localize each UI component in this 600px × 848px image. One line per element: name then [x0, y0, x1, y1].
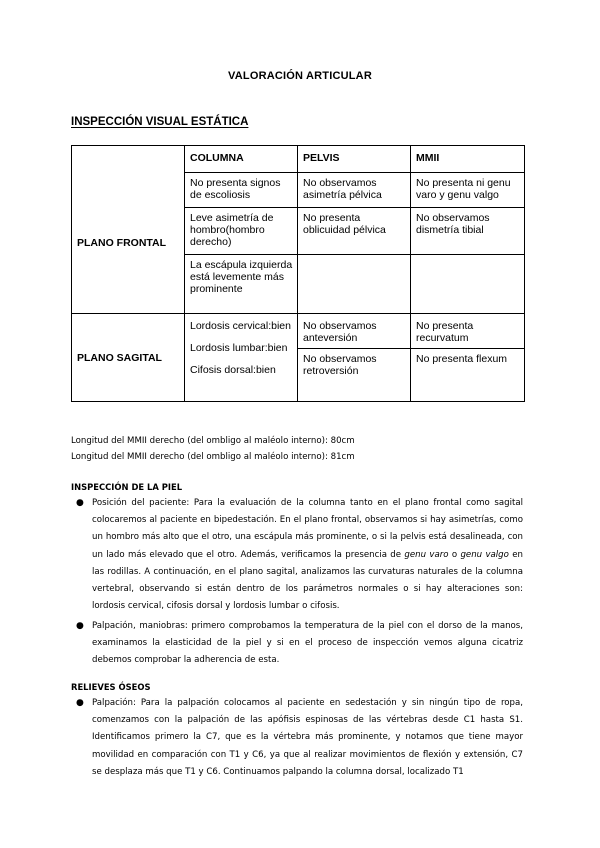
- list-item: Cifosis dorsal:bien: [190, 364, 276, 376]
- header-columna: COLUMNA: [185, 146, 298, 173]
- bullet-dot-icon: ●: [76, 698, 84, 708]
- table-cell: [298, 255, 411, 314]
- sagital-columna-cell: [185, 314, 298, 402]
- table-cell: No presenta recurvatum: [411, 314, 525, 349]
- table-cell: No presenta oblicuidad pélvica: [298, 208, 411, 255]
- heading-relieves-oseos: RELIEVES ÓSEOS: [71, 682, 151, 692]
- section-title-inspeccion-visual: INSPECCIÓN VISUAL ESTÁTICA: [71, 116, 249, 128]
- table-cell: No observamos retroversión: [298, 349, 411, 402]
- measurement-line: Longitud del MMII derecho (del ombligo al maléolo interno): 80cm: [71, 436, 355, 446]
- measurement-line: Longitud del MMII derecho (del ombligo al maléolo interno): 81cm: [71, 452, 355, 462]
- bullet-posicion-paciente: ● Posición del paciente: Para la evaluación de la columna tanto en el plano frontal como sagital colocaremos al paciente en bipedestación. En el plano frontal, observamos si hay asimetrías, como un hombro más alto que el otro, una escápula más prominente, o si la pelvis está desalineada, con un lado más elevado que el otro. Además, verificamos la presencia de genu varo o genu valgo en las rodillas. A continuación, en el plano sagital, analizamos las curvaturas naturales de la columna vertebral, observando si están dentro de los parámetros normales o si hay alteraciones son: lordosis cervical, cifosis dorsal y lordosis lumbar o cifosis.: [92, 495, 523, 615]
- heading-inspeccion-piel: INSPECCIÓN DE LA PIEL: [71, 482, 183, 492]
- bullet-dot-icon: ●: [76, 621, 84, 631]
- document-title: VALORACIÓN ARTICULAR: [228, 70, 372, 82]
- table-cell: Leve asimetría de hombro(hombro derecho): [185, 208, 298, 255]
- table-cell: No presenta signos de escoliosis: [185, 173, 298, 208]
- table-row: [72, 314, 525, 349]
- table-cell: No presenta ni genu varo y genu valgo: [411, 173, 525, 208]
- table-header-row: [72, 146, 525, 173]
- list-item: Lordosis cervical:bien: [190, 320, 291, 332]
- plano-frontal-label: PLANO FRONTAL: [72, 173, 185, 314]
- table-cell: [411, 255, 525, 314]
- table-cell: No presenta flexum: [411, 349, 525, 402]
- table-cell: La escápula izquierda está levemente más prominente: [185, 255, 298, 314]
- bullet-palpacion-maniobras: ● Palpación, maniobras: primero comprobamos la temperatura de la piel con el dorso de la manos, examinamos la elasticidad de la piel y si en el proceso de inspección vemos alguna cicatriz debemos comprobar la adherencia de esta.: [92, 618, 523, 670]
- bullet-palpacion-oseos: ● Palpación: Para la palpación colocamos al paciente en sedestación y sin ningún tipo de ropa, comenzamos con la palpación de las apófisis espinosas de las vértebras desde C1 hasta S1. Identificamos primero la C7, que es la vértebra más prominente, y notamos que tiene mayor movilidad en comparación con T1 y C6, ya que al realizar movimientos de flexión y extensión, C7 se desplaza más que T1 y C6. Continuamos palpando la columna dorsal, localizado T1: [92, 695, 523, 781]
- table-corner-cell: [72, 146, 185, 173]
- table-row: [72, 173, 525, 208]
- table-cell: No observamos asimetría pélvica: [298, 173, 411, 208]
- list-item: Lordosis lumbar:bien: [190, 342, 288, 354]
- header-mmii: MMII: [411, 146, 525, 173]
- articular-table: [71, 145, 525, 402]
- bullet-dot-icon: ●: [76, 498, 84, 508]
- plano-sagital-label: PLANO SAGITAL: [72, 314, 185, 402]
- header-pelvis: PELVIS: [298, 146, 411, 173]
- table-cell: No observamos anteversión: [298, 314, 411, 349]
- table-cell: No observamos dismetría tibial: [411, 208, 525, 255]
